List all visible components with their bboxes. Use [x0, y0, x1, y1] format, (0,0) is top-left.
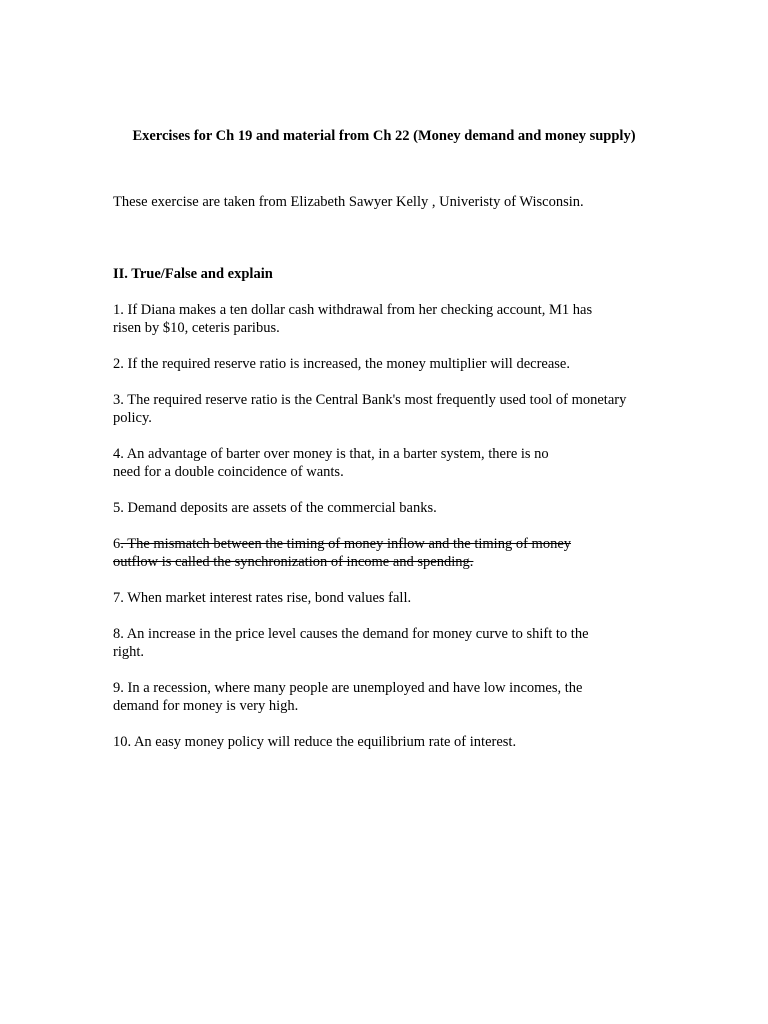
question-text: If Diana makes a ten dollar cash withdrawal from her checking account, M1 has risen by $10, ceteris paribus.	[113, 302, 593, 336]
question-number: 2.	[113, 356, 124, 372]
question-text: An advantage of barter over money is that, in a barter system, there is no need for a double coincidence of wants.	[113, 446, 549, 480]
question-number: 9.	[113, 680, 124, 696]
question-text: Demand deposits are assets of the commercial banks.	[123, 500, 437, 516]
section-heading: II. True/False and explain	[113, 266, 273, 282]
question-number: 10.	[113, 734, 132, 750]
question-item-4	[113, 445, 573, 481]
question-number: 7.	[113, 590, 124, 606]
question-item-7	[113, 589, 658, 607]
question-text: An increase in the price level causes the demand for money curve to shift to the right.	[113, 626, 589, 660]
question-list	[113, 301, 658, 769]
question-text: When market interest rates rise, bond values fall.	[123, 590, 412, 606]
question-item-3	[113, 391, 658, 427]
intro-paragraph: These exercise are taken from Elizabeth Sawyer Kelly , Univeristy of Wisconsin.	[113, 194, 584, 210]
question-number: 8.	[113, 626, 124, 642]
question-item-1	[113, 301, 593, 337]
question-item-9	[113, 679, 583, 715]
document-title: Exercises for Ch 19 and material from Ch 22 (Money demand and money supply)	[132, 128, 636, 144]
question-number: 5.	[113, 500, 124, 516]
question-text: If the required reserve ratio is increased, the money multiplier will decrease.	[123, 356, 570, 372]
question-item-8	[113, 625, 593, 661]
question-number: 1.	[113, 302, 124, 318]
question-number: 3.	[113, 392, 124, 408]
question-item-6-struck	[113, 535, 598, 571]
question-number: 6	[113, 536, 121, 552]
question-number: 4.	[113, 446, 124, 462]
question-text: In a recession, where many people are unemployed and have low incomes, the demand for money is very high.	[113, 680, 583, 714]
question-item-10	[113, 733, 658, 751]
question-text: The required reserve ratio is the Central Bank's most frequently used tool of monetary policy.	[113, 392, 627, 426]
question-text: An easy money policy will reduce the equilibrium rate of interest.	[131, 734, 517, 750]
question-item-2	[113, 355, 658, 373]
question-text-strikethrough: . The mismatch between the timing of money inflow and the timing of money outflow is called the synchronization of income and spending.	[113, 536, 572, 570]
question-item-5	[113, 499, 658, 517]
